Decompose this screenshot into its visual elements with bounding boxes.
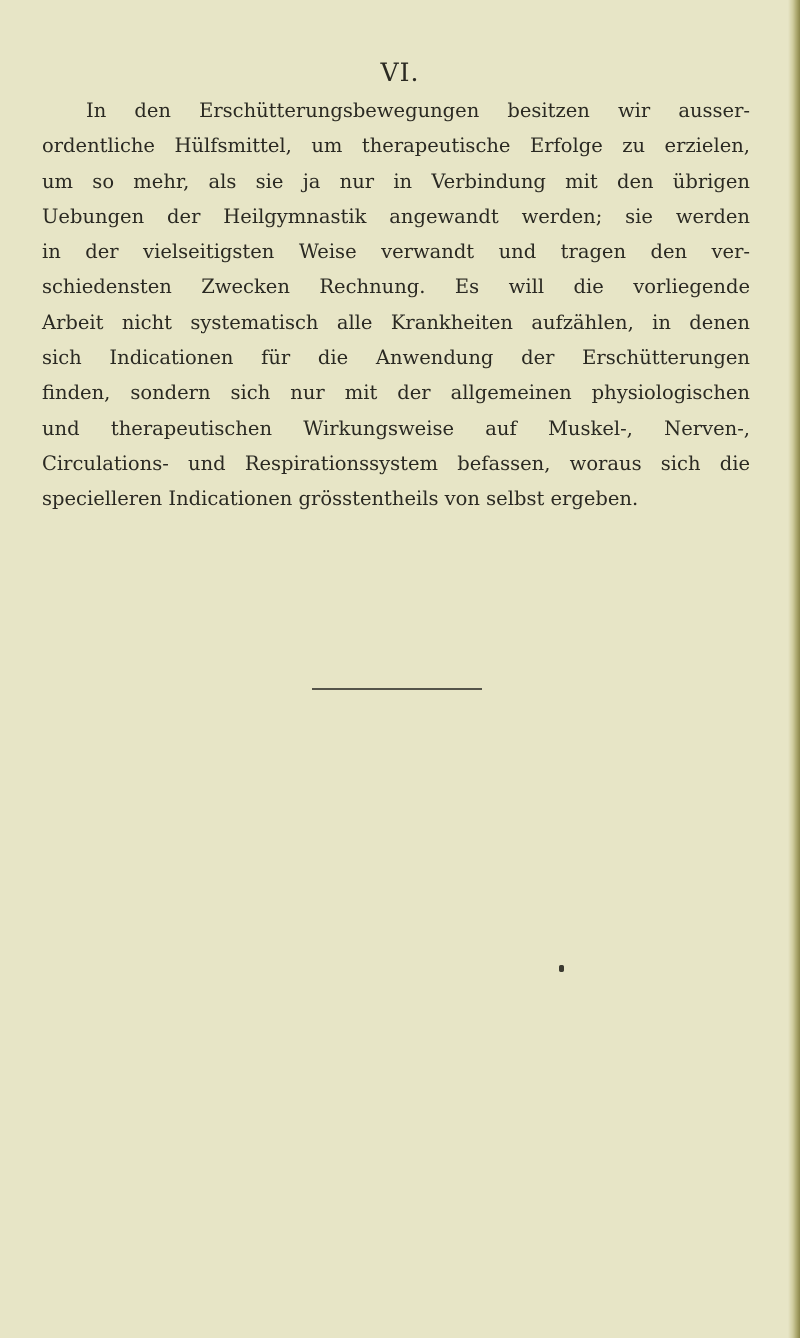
page-number: VI.: [380, 58, 420, 87]
text-line: und therapeutischen Wirkungsweise auf Muskel-, Nerven-,: [42, 416, 750, 440]
body-paragraph: [42, 93, 750, 517]
separator-rule: [312, 688, 482, 690]
page-edge-shadow: [788, 0, 800, 1338]
text-line: In den Erschütterungsbewegungen besitzen wir ausser-: [86, 99, 750, 122]
ink-speck: [559, 965, 564, 972]
text-line: schiedensten Zwecken Rechnung. Es will die vorliegende: [42, 275, 750, 299]
text-line: Arbeit nicht systematisch alle Krankheiten aufzählen, in denen: [42, 310, 750, 334]
text-line: Uebungen der Heilgymnastik angewandt werden; sie werden: [42, 204, 750, 228]
text-line: ordentliche Hülfsmittel, um therapeutische Erfolge zu erzielen,: [42, 134, 750, 158]
text-line: Circulations- und Respirationssystem befassen, woraus sich die: [42, 451, 750, 475]
text-line: sich Indicationen für die Anwendung der Erschütterungen: [42, 346, 750, 370]
text-line: finden, sondern sich nur mit der allgemeinen physiologischen: [42, 381, 750, 405]
text-line: in der vielseitigsten Weise verwandt und tragen den ver-: [42, 240, 750, 264]
text-line: specielleren Indicationen grösstentheils von selbst ergeben.: [42, 487, 639, 511]
text-line: um so mehr, als sie ja nur in Verbindung mit den übrigen: [42, 169, 750, 193]
